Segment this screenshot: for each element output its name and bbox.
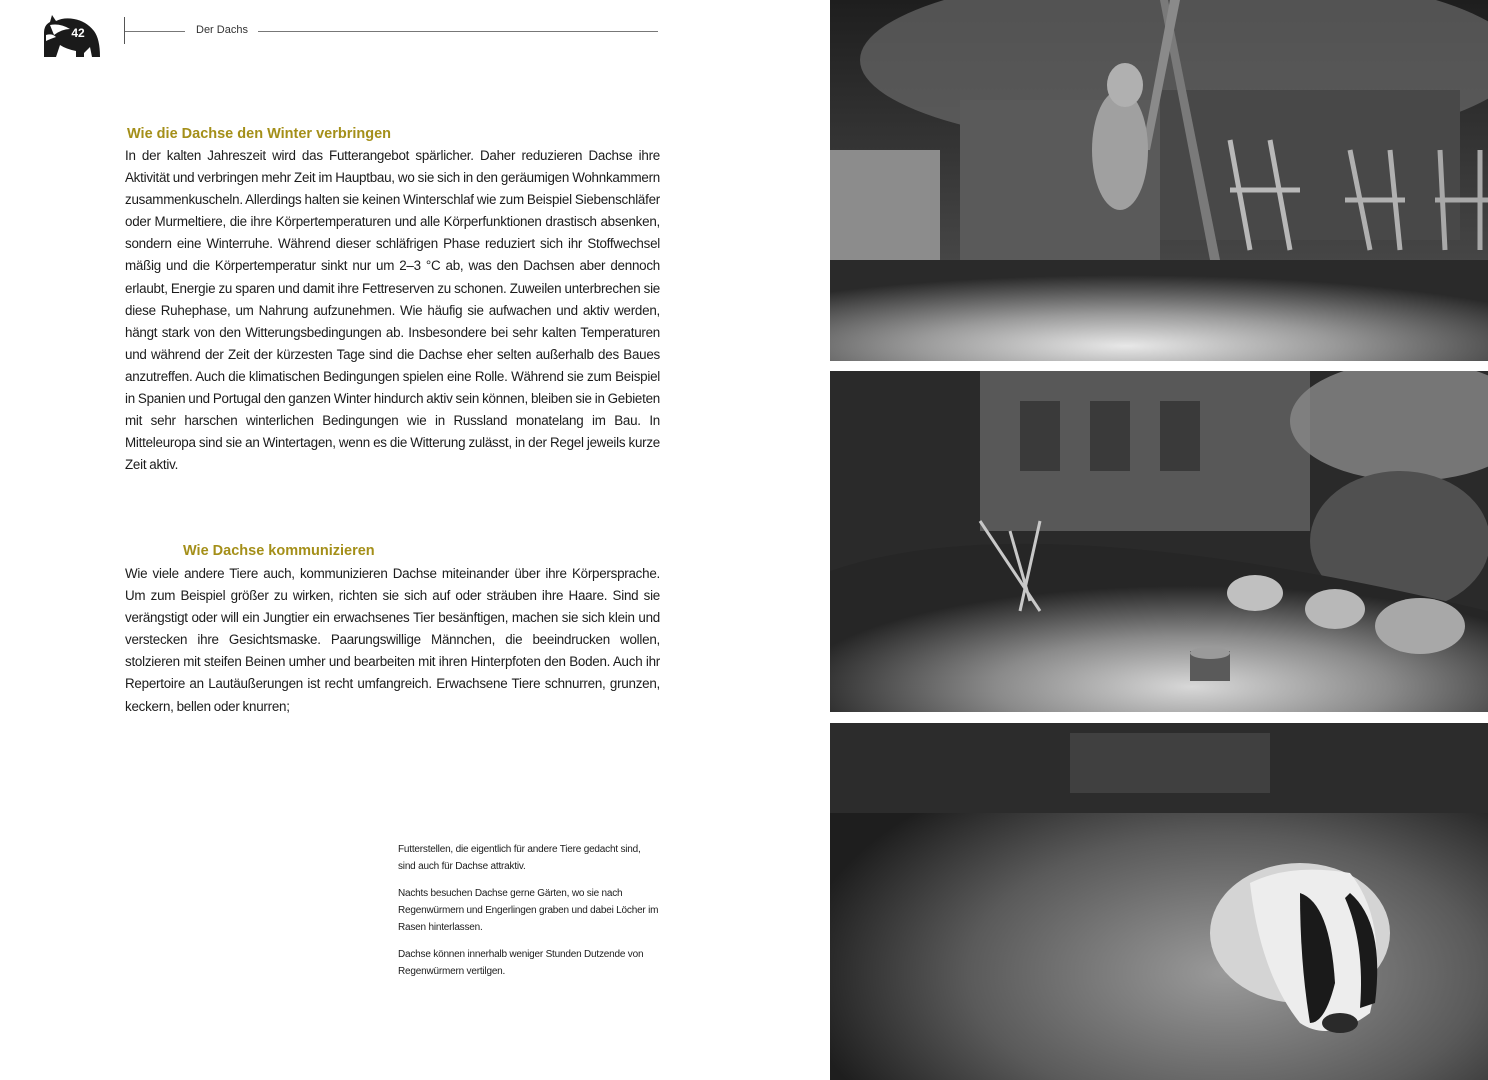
running-head-title: Der Dachs xyxy=(196,24,248,36)
night-photo-feeder-image xyxy=(830,0,1488,361)
running-head-rule-left xyxy=(125,31,185,32)
section-heading-communication: Wie Dachse kommunizieren xyxy=(183,543,375,559)
caption-photo-2: Nachts besuchen Dachse gerne Gärten, wo sie nach Regenwürmern und Engerlingen graben und dabei Löcher im Rasen hinterlassen. xyxy=(398,888,659,933)
running-head xyxy=(124,17,658,45)
caption-photo-1: Futterstellen, die eigentlich für andere Tiere gedacht sind, sind auch für Dachse attraktiv. xyxy=(398,844,641,872)
section-text-winter: In der kalten Jahreszeit wird das Futterangebot spärlicher. Daher reduzieren Dachse ihre Aktivität und verbringen mehr Zeit im Hauptbau, wo sie sich in den geräumigen Wohnkammern zusammenkuscheln. Allerdings halten sie keinen Winterschlaf wie zum Beispiel Siebenschläfer oder Murmeltiere, die ihre Körpertemperaturen und alle Körperfunktionen drastisch absenken, sondern eine Winterruhe. Während dieser schläfrigen Phase reduziert sich ihr Stoffwechsel mäßig und die Körpertemperatur sinkt nur um 2–3 °C ab, was den Dachsen aber dennoch erlaubt, Energie zu sparen und damit ihre Fettreserven zu schonen. Zuweilen unterbrechen sie diese Ruhephase, um Nahrung aufzunehmen. Wie häufig sie aufwachen und aktiv werden, hängt stark von den Witterungsbedingungen ab. Insbesondere bei sehr kalten Temperaturen und während der Zeit der kürzesten Tage sind die Dachse eher selten außerhalb des Baues anzutreffen. Auch die klimatischen Bedingungen spielen eine Rolle. Während sie zum Beispiel in Spanien und Portugal den ganzen Winter hindurch aktiv sein können, bleiben sie in Gebieten mit sehr harschen winterlichen Bedingungen wie in Russland monatelang im Bau. In Mitteleuropa sind sie an Wintertagen, wenn es die Witterung zulässt, in der Regel jeweils kurze Zeit aktiv. xyxy=(125,148,660,473)
photo-badger-closeup xyxy=(830,723,1488,1080)
night-photo-garden-image xyxy=(830,371,1488,712)
photo-badgers-garden xyxy=(830,371,1488,712)
photo-captions xyxy=(398,841,660,990)
page-number: 42 xyxy=(71,26,85,40)
section-text-communication: Wie viele andere Tiere auch, kommunizieren Dachse miteinander über ihre Körpersprache. Um zum Beispiel größer zu wirken, richten sie sich auf oder sträuben ihre Haare. Sind sie verängstigt oder will ein Jungtier ein erwachsenes Tier besänftigen, machen sie sich klein und verstecken ihre Gesichtsmaske. Paarungswillige Männchen, die beeindrucken wollen, stolzieren mit steifen Beinen umher und bearbeiten mit ihren Hinterpfoten den Boden. Auch ihr Repertoire an Lautäußerungen ist recht umfangreich. Erwachsene Tiere schnurren, grunzen, keckern, bellen oder knurren; xyxy=(125,566,660,714)
night-photo-closeup-image xyxy=(830,723,1488,1080)
running-head-rule-right xyxy=(258,31,658,32)
section-heading-winter: Wie die Dachse den Winter verbringen xyxy=(127,126,392,142)
photo-badger-feeder xyxy=(830,0,1488,361)
caption-photo-3: Dachse können innerhalb weniger Stunden Dutzende von Regenwürmern vertilgen. xyxy=(398,949,644,977)
